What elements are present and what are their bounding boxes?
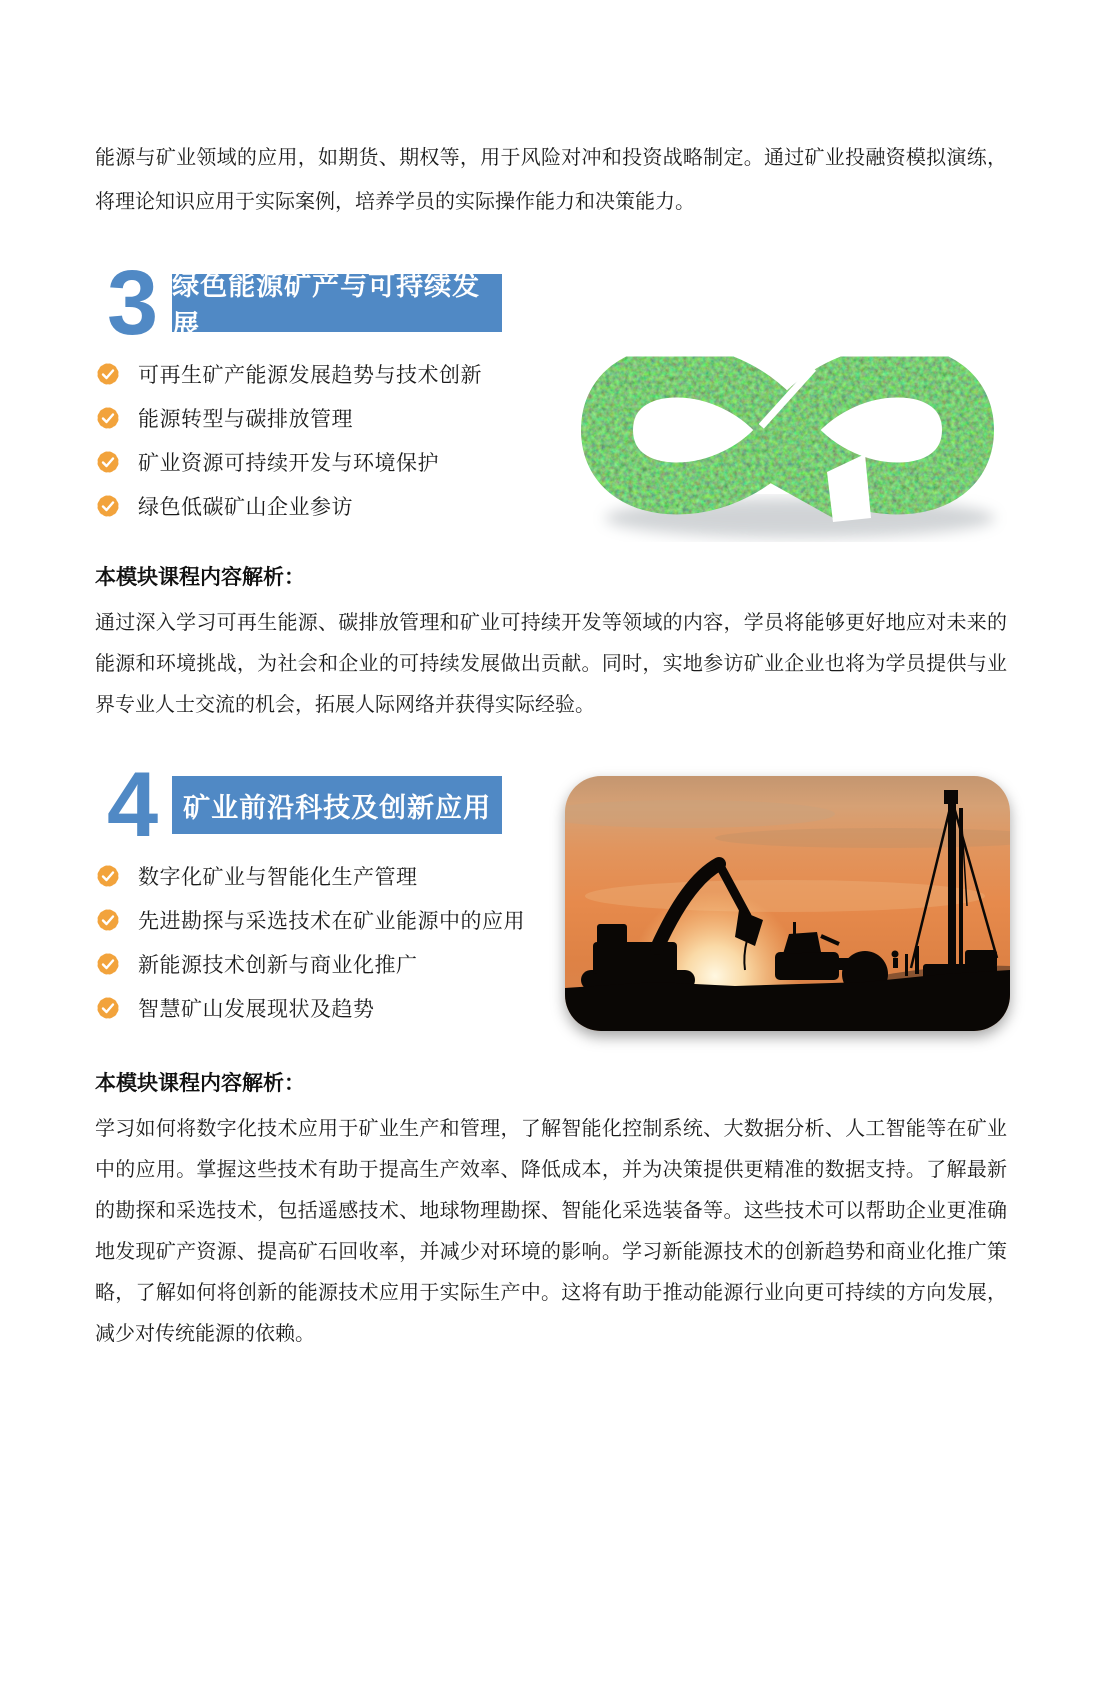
check-badge-icon	[95, 405, 121, 431]
check-badge-icon	[95, 995, 121, 1021]
bullet-text: 可再生矿产能源发展趋势与技术创新	[138, 363, 482, 387]
module-4-title: 矿业前沿科技及创新应用	[183, 792, 492, 823]
list-item	[95, 492, 565, 519]
list-item	[95, 862, 565, 889]
module-4-analysis	[95, 1069, 1007, 1355]
page-content	[0, 136, 1102, 1355]
sunset-mining-image	[565, 776, 1010, 1031]
bullet-text: 先进勘探与采选技术在矿业能源中的应用	[138, 909, 525, 933]
check-badge-icon	[95, 361, 121, 387]
green-infinity-image	[565, 322, 1010, 547]
check-badge-icon	[95, 493, 121, 519]
module-3-title: 绿色能源矿产与可持续发展	[172, 271, 481, 340]
bullet-text: 绿色低碳矿山企业参访	[138, 495, 353, 519]
analysis-heading: 本模块课程内容解析：	[95, 566, 305, 589]
check-badge-icon	[95, 863, 121, 889]
list-item	[95, 404, 565, 431]
bullet-text: 新能源技术创新与商业化推广	[138, 953, 418, 977]
check-badge-icon	[95, 951, 121, 977]
analysis-heading: 本模块课程内容解析：	[95, 1072, 305, 1095]
bullet-text: 智慧矿山发展现状及趋势	[138, 997, 375, 1021]
bullet-text: 能源转型与碳排放管理	[138, 407, 353, 431]
module-3-number: 3	[107, 252, 157, 354]
bullet-text: 数字化矿业与智能化生产管理	[138, 865, 418, 889]
module-3-title-box	[172, 271, 502, 340]
list-item	[95, 360, 565, 387]
list-item	[95, 906, 565, 933]
list-item	[95, 950, 565, 977]
list-item	[95, 994, 565, 1021]
intro-paragraph: 能源与矿业领域的应用，如期货、期权等，用于风险对冲和投资战略制定。通过矿业投融资模拟演练，将理论知识应用于实际案例，培养学员的实际操作能力和决策能力。	[95, 147, 1007, 213]
module-4-section	[95, 754, 1007, 1355]
module-4-bullet-list	[95, 862, 565, 1021]
check-badge-icon	[95, 907, 121, 933]
check-badge-icon	[95, 449, 121, 475]
bullet-text: 矿业资源可持续开发与环境保护	[138, 451, 439, 475]
analysis-text: 通过深入学习可再生能源、碳排放管理和矿业可持续开发等领域的内容，学员将能够更好地应对未来的能源和环境挑战，为社会和企业的可持续发展做出贡献。同时，实地参访矿业企业也将为学员提供与业界专业人士交流的机会，拓展人际网络并获得实际经验。	[95, 612, 1007, 716]
module-4-title-box	[172, 776, 502, 834]
module-4-number: 4	[107, 754, 157, 856]
analysis-text: 学习如何将数字化技术应用于矿业生产和管理，了解智能化控制系统、大数据分析、人工智能等在矿业中的应用。掌握这些技术有助于提高生产效率、降低成本，并为决策提供更精准的数据支持。了解最新的勘探和采选技术，包括遥感技术、地球物理勘探、智能化采选装备等。这些技术可以帮助企业更准确地发现矿产资源、提高矿石回收率，并减少对环境的影响。学习新能源技术的创新趋势和商业化推广策略，了解如何将创新的能源技术应用于实际生产中。这将有助于推动能源行业向更可持续的方向发展，减少对传统能源的依赖。	[95, 1118, 1007, 1345]
module-3-bullet-list	[95, 360, 565, 519]
module-3-analysis	[95, 563, 1007, 726]
module-3-section	[95, 252, 1007, 726]
list-item	[95, 448, 565, 475]
